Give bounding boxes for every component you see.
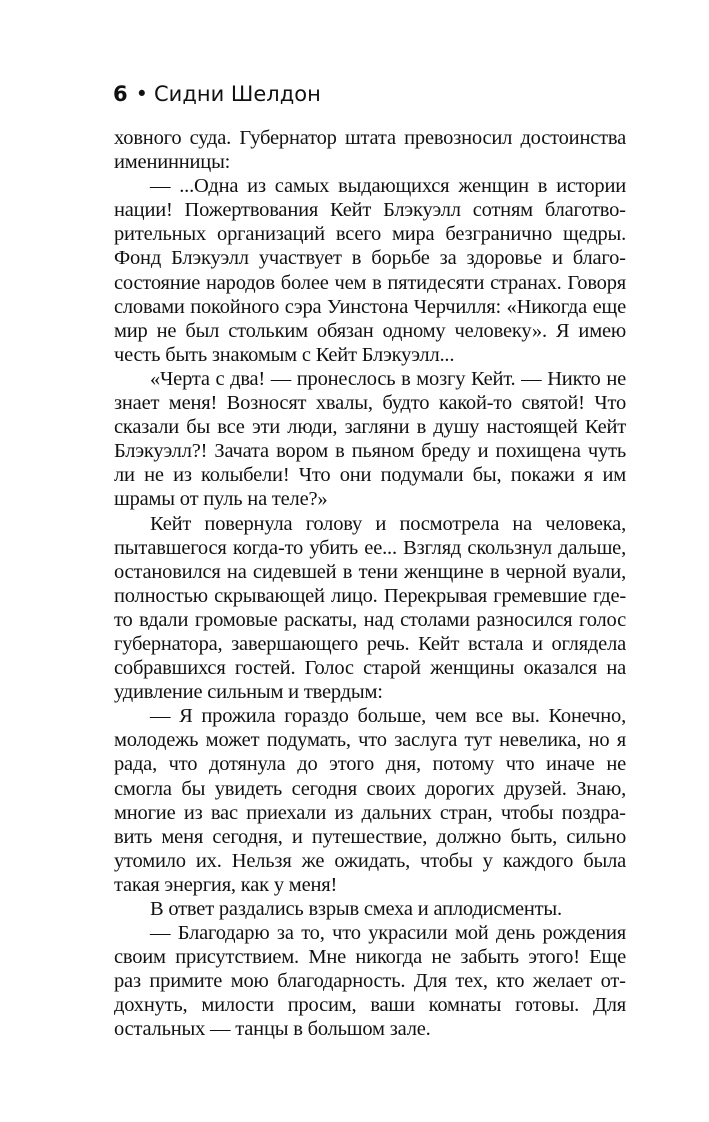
paragraph-2: — ...Одна из самых выдающихся женщин в истории нации! Пожертвования Кейт Блэкуэлл сотням благотворительных организаций всего мира безгранично щедры. Фонд Блэкуэлл участвует в борьбе за здоровье и благосостояние народов более чем в пятидесяти странах. Говоря словами покойного сэра Уинстона Черчилля: «Никогда еще мир не был стольким обязан одному человеку». Я имею честь быть знакомым с Кейт Блэкуэлл... [114, 175, 626, 366]
header-bullet: • [135, 82, 149, 106]
paragraph-5: — Я прожила гораздо больше, чем все вы. Конечно, молодежь может подумать, что заслуга тут невелика, но я рада, что дотянула до этого дня, потому что иначе не смогла бы увидеть сегодня своих дорогих друзей. Знаю, многие из вас приехали из дальних стран, чтобы поздравить меня сегодня, и путешествие, должно быть, сильно утомило их. Нельзя же ожидать, чтобы у каждого была такая энергия, как у меня! [114, 705, 626, 896]
paragraph-1: ховного суда. Губернатор штата превозносил достоинства именинницы: [114, 127, 626, 174]
paragraph-6: В ответ раздались взрыв смеха и аплодисменты. [150, 898, 562, 920]
running-header [113, 80, 321, 108]
paragraph-7: — Благодарю за то, что украсили мой день рождения своим присутствием. Мне никогда не забыть этого! Еще раз примите мою благодарность. Для тех, кто желает отдохнуть, милости просим, ваши комнаты готовы. Для остальных — танцы в большом зале. [114, 922, 626, 1041]
paragraph-3: «Черта с два! — пронеслось в мозгу Кейт. — Никто не знает меня! Возносят хвалы, будто какой-то святой! Что сказали бы все эти люди, загляни в душу настоящей Кейт Блэкуэлл?! Зачата вором в пьяном бреду и похищена чуть ли не из колыбели! Что они подумали бы, покажи я им шрамы от пуль на теле?» [114, 367, 626, 511]
page-body [114, 126, 626, 1042]
paragraph-4: Кейт повернула голову и посмотрела на человека, пытавшегося когда-то убить ее... Взгляд скользнул дальше, остановился на сидевшей в тени женщине в черной вуали, полностью скрывающей лицо. Перекрывая гремевшие где-то вдали громовые раскаты, над столами разносился голос губернатора, завершающего речь. Кейт встала и оглядела собравшихся гостей. Голос старой женщины оказался на удивление сильным и твердым: [114, 512, 626, 704]
page-number: 6 [113, 82, 128, 106]
author-name: Сидни Шелдон [154, 82, 321, 106]
